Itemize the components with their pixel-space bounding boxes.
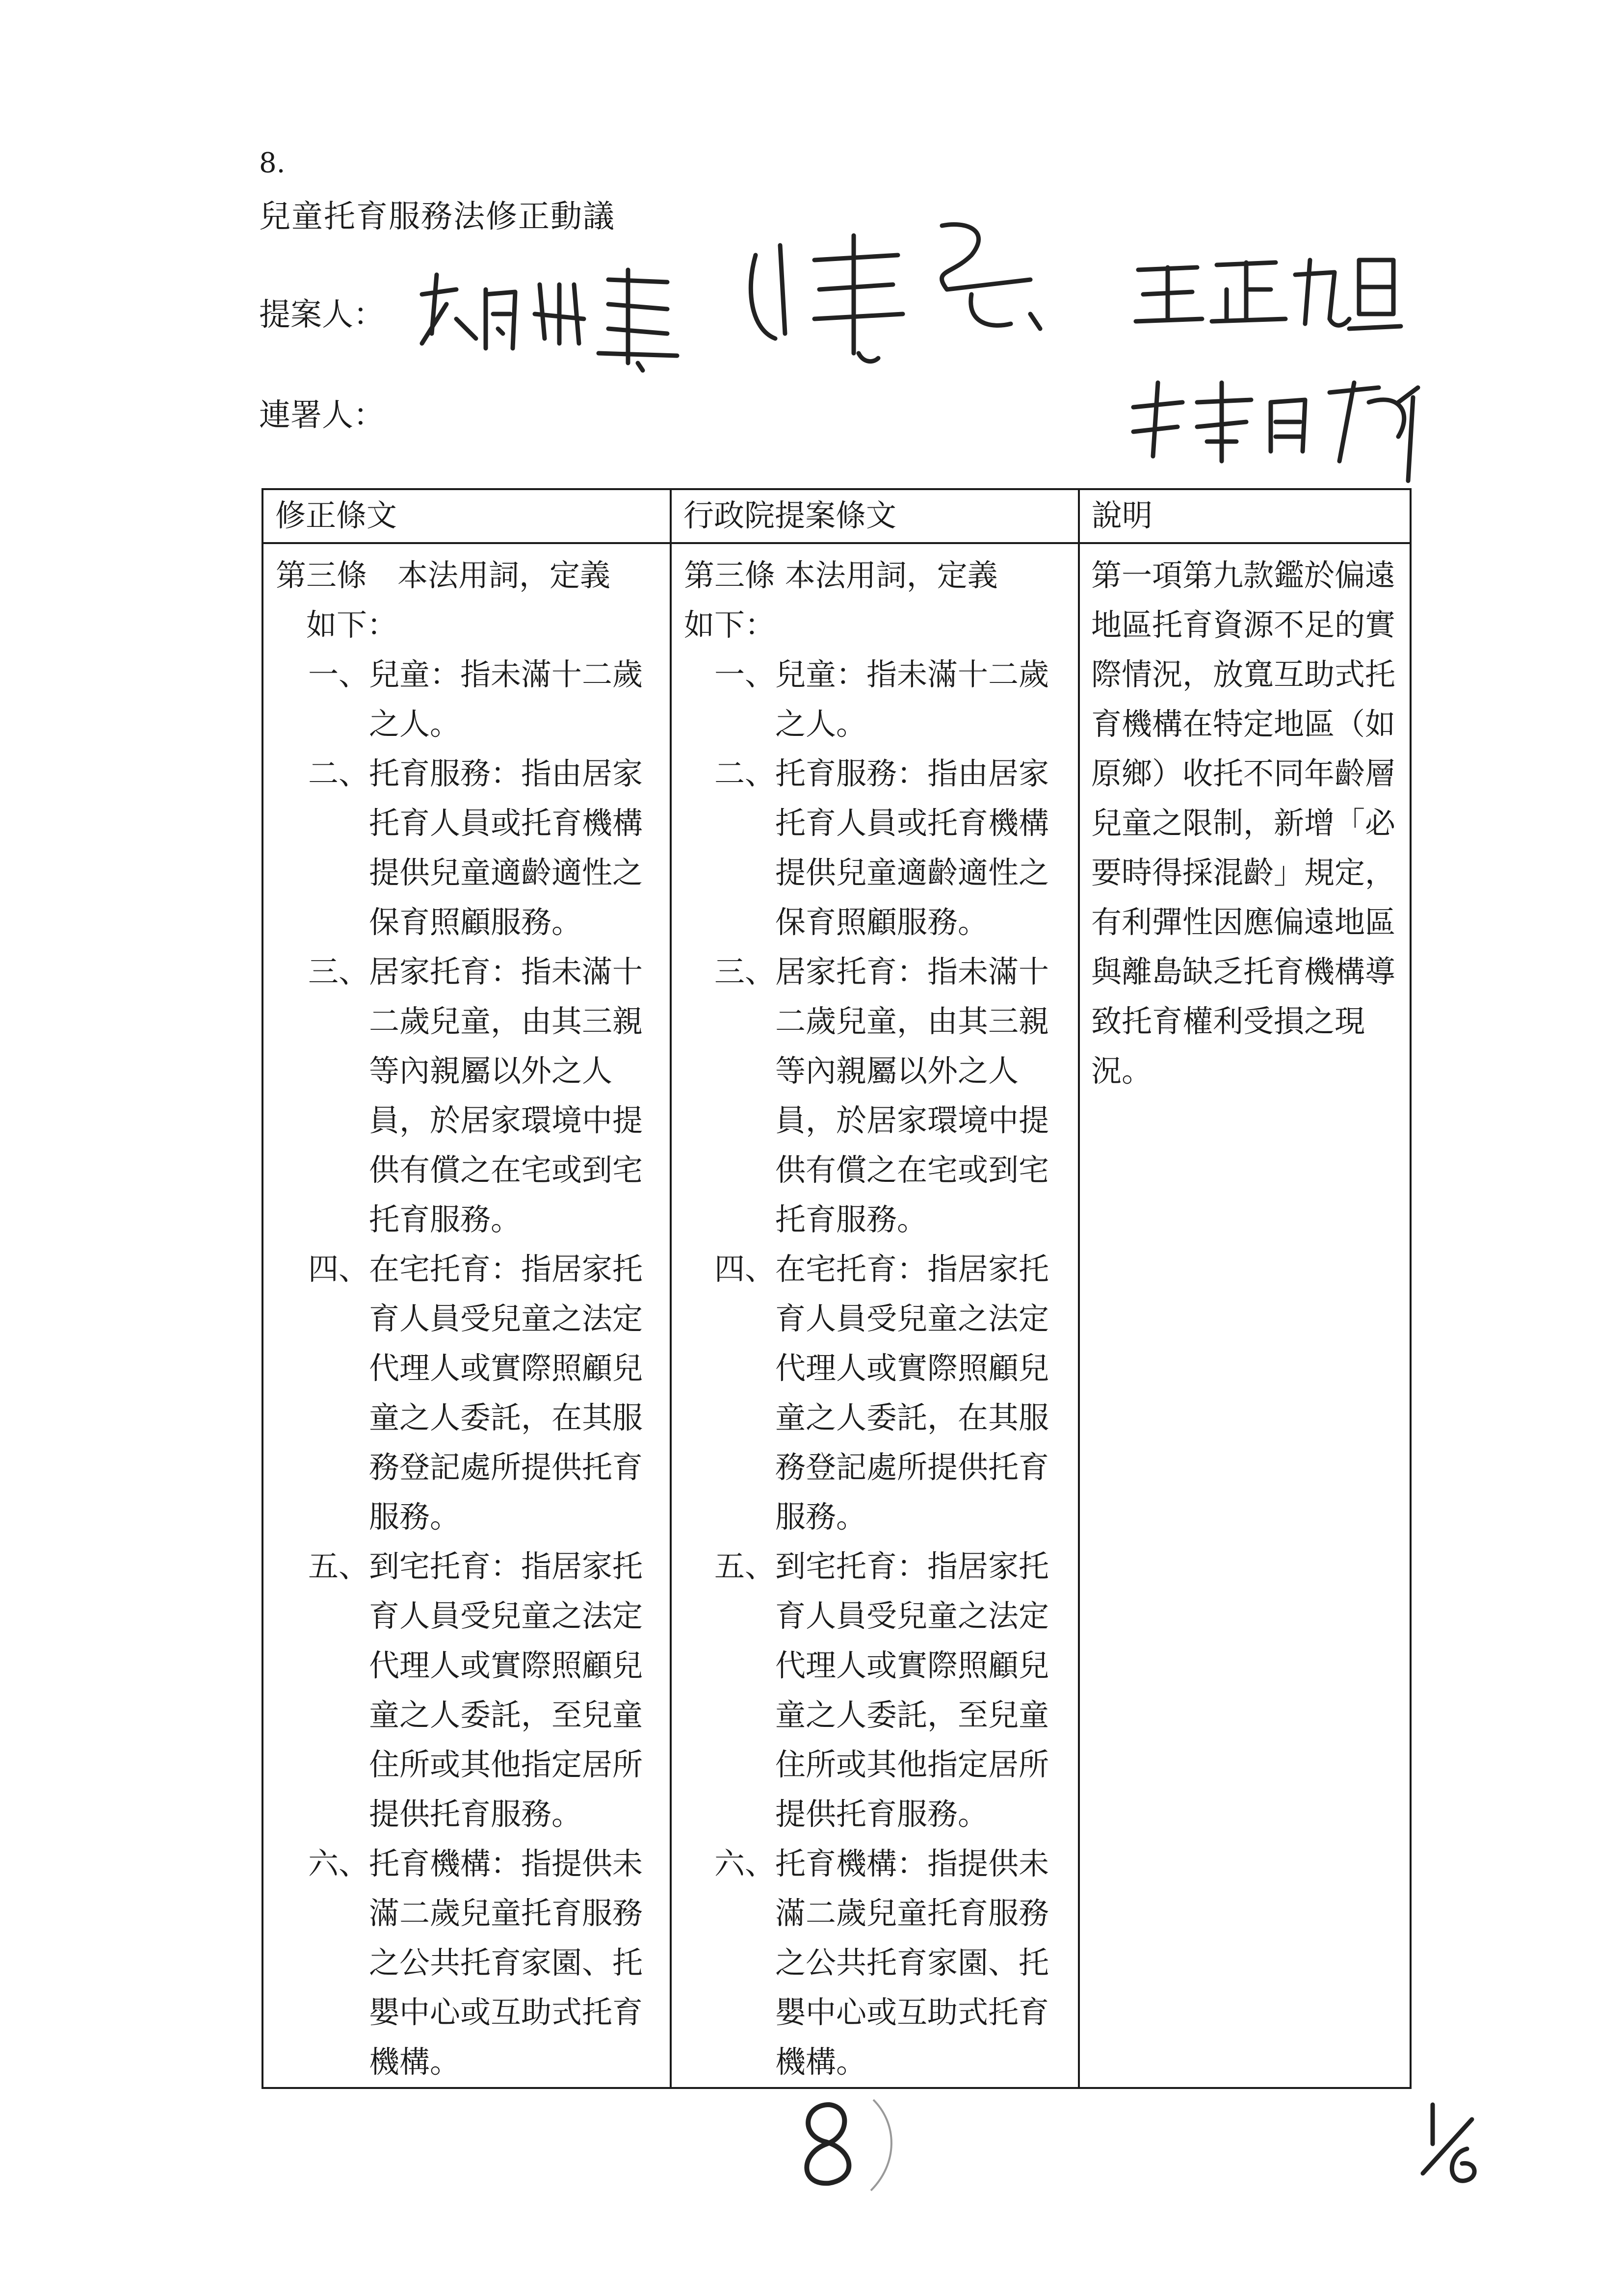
article-heading: 第三條 本法用詞，定義 (684, 557, 998, 593)
signature-1 (412, 265, 687, 373)
header-executive: 行政院提案條文 (671, 489, 1079, 543)
article-item: 二、托育服務：指由居家托育人員或托育機構提供兒童適齡適性之保育照顧服務。 (714, 756, 1049, 940)
handwritten-page-fraction (1413, 2100, 1492, 2190)
article-item: 四、在宅托育：指居家托育人員受兒童之法定代理人或實際照顧兒童之人委託，在其服務登記處所提供托育服務。 (714, 1251, 1049, 1535)
explanation-text: 第一項第九款鑑於偏遠地區托育資源不足的實際情況，放寬互助式托育機構在特定地區（如原鄉）收托不同年齡層兒童之限制，新增「必要時得採混齡」規定，有利彈性因應偏遠地區與離島缺乏托育機構導致托育權利受損之現況。 (1091, 557, 1396, 1089)
proposer-label: 提案人： (259, 297, 385, 333)
article-item: 一、兒童：指未滿十二歲之人。 (308, 656, 643, 742)
article-item: 三、居家托育：指未滿十二歲兒童，由其三親等內親屬以外之人員，於居家環境中提供有償之在宅或到宅托育服務。 (714, 954, 1049, 1237)
article-heading-cont: 如下： (684, 607, 776, 643)
cosigner-label: 連署人： (259, 397, 385, 434)
executive-article-cell (671, 543, 1079, 2088)
comparison-table (262, 488, 1412, 2089)
article-item: 五、到宅托育：指居家托育人員受兒童之法定代理人或實際照顧兒童之人委託，至兒童住所或其他指定居所提供托育服務。 (308, 1548, 643, 1832)
article-item: 二、托育服務：指由居家托育人員或托育機構提供兒童適齡適性之保育照顧服務。 (308, 756, 643, 940)
table-header-row (262, 489, 1411, 543)
amended-article-cell (262, 543, 671, 2088)
header-amended: 修正條文 (262, 489, 671, 543)
signature-4 (1124, 373, 1428, 486)
table-row (262, 543, 1411, 2088)
handwritten-page-number (765, 2095, 903, 2195)
article-item: 一、兒童：指未滿十二歲之人。 (714, 656, 1049, 742)
article-heading: 第三條 本法用詞，定義 (276, 557, 611, 593)
article-item: 六、托育機構：指提供未滿二歲兒童托育服務之公共托育家園、托嬰中心或互助式托育機構。 (714, 1846, 1049, 2080)
article-heading-cont: 如下： (306, 607, 398, 643)
signature-2 (736, 216, 1079, 373)
signature-3 (1128, 245, 1403, 343)
article-item: 三、居家托育：指未滿十二歲兒童，由其三親等內親屬以外之人員，於居家環境中提供有償之在宅或到宅托育服務。 (308, 954, 643, 1237)
page-number: 8. (259, 147, 286, 179)
article-item: 六、托育機構：指提供未滿二歲兒童托育服務之公共托育家園、托嬰中心或互助式托育機構。 (308, 1846, 643, 2080)
article-item: 五、到宅托育：指居家托育人員受兒童之法定代理人或實際照顧兒童之人委託，至兒童住所或其他指定居所提供托育服務。 (714, 1548, 1049, 1832)
article-item: 四、在宅托育：指居家托育人員受兒童之法定代理人或實際照顧兒童之人委託，在其服務登記處所提供托育服務。 (308, 1251, 643, 1535)
explanation-cell (1079, 543, 1411, 2088)
header-explanation: 說明 (1079, 489, 1411, 543)
document-title: 兒童托育服務法修正動議 (259, 199, 615, 235)
